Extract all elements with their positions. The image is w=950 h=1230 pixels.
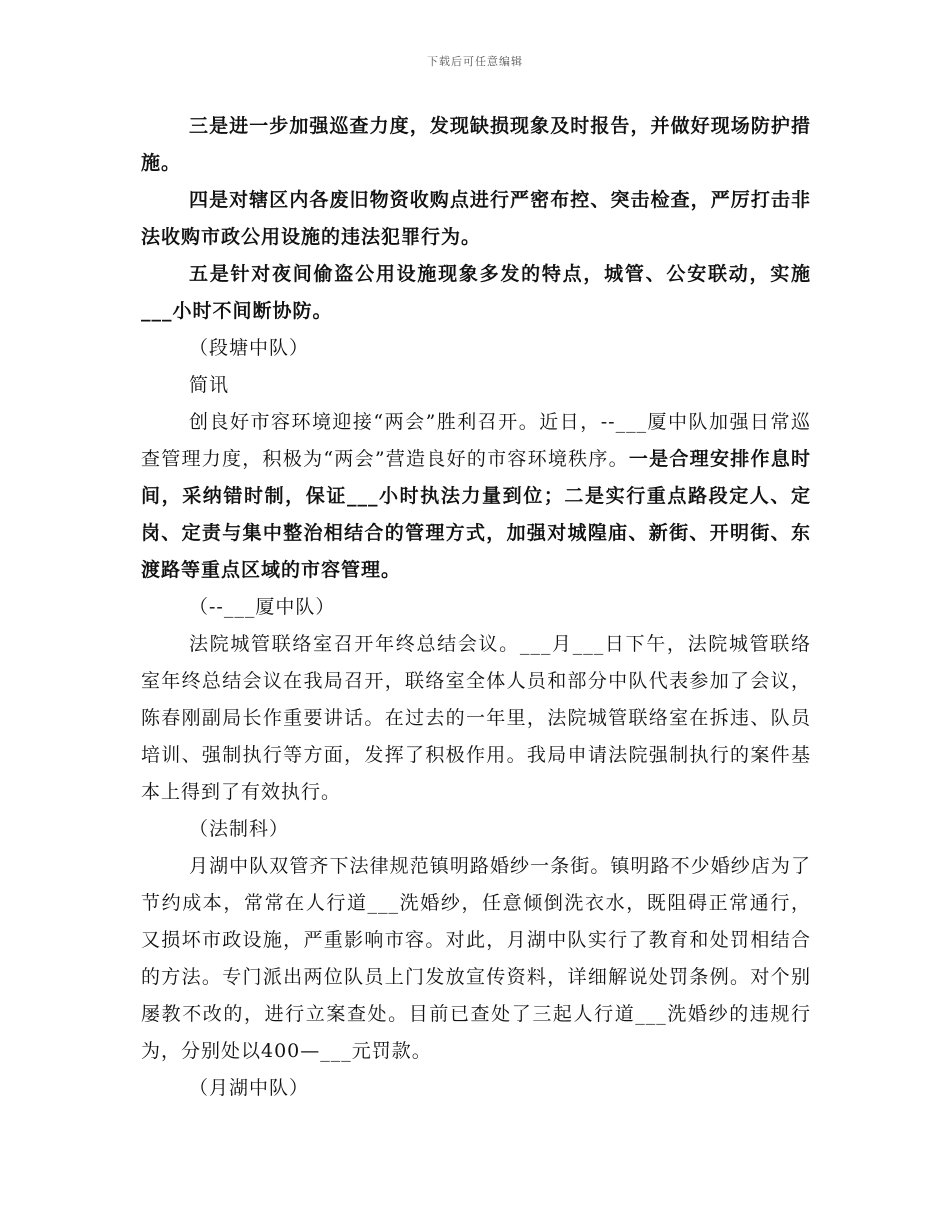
brief-intro-text: 创良好市容环境迎接“两会”胜利召开。近日，--___厦中队加强日常巡查管理力度，积极为“两会”营造良好的市容环境秩序。 bbox=[141, 411, 811, 470]
brief-measures-text: 一是合理安排作息时间，采纳错时制，保证___小时执法力量到位；二是实行重点路段定人、定岗、定责与集中整治相结合的管理方式，加强对城隍庙、新街、开明街、东渡路等重点区域的市容管理。 bbox=[141, 448, 811, 581]
document-body bbox=[141, 108, 811, 1107]
source-legal-section: （法制科） bbox=[189, 818, 290, 840]
source-yuehu: （月湖中队） bbox=[189, 1077, 310, 1099]
page-header-note: 下载后可任意编辑 bbox=[427, 55, 523, 68]
section-heading-briefs: 简讯 bbox=[189, 374, 230, 396]
source-xia-squad: （--___厦中队） bbox=[189, 596, 336, 618]
paragraph-brief-two-sessions bbox=[141, 404, 811, 589]
paragraph-court-liaison: 法院城管联络室召开年终总结会议。___月___日下午，法院城管联络室年终总结会议在我局召开，联络室全体人员和部分中队代表参加了会议，陈春刚副局长作重要讲话。在过去的一年里，法院城管联络室在拆违、队员培训、强制执行等方面，发挥了积极作用。我局申请法院强制执行的案件基本上得到了有效执行。 bbox=[141, 633, 811, 803]
source-duantang: （段塘中队） bbox=[189, 337, 310, 359]
paragraph-yuehu-wedding-street: 月湖中队双管齐下法律规范镇明路婚纱一条街。镇明路不少婚纱店为了节约成本，常常在人行道___洗婚纱，任意倾倒洗衣水，既阻碍正常通行，又损坏市政设施，严重影响市容。对此，月湖中队实行了教育和处罚相结合的方法。专门派出两位队员上门发放宣传资料，详细解说处罚条例。对个别屡教不改的，进行立案查处。目前已查处了三起人行道___洗婚纱的违规行为，分别处以400—___元罚款。 bbox=[141, 855, 811, 1062]
paragraph-measure-4: 四是对辖区内各废旧物资收购点进行严密布控、突击检查，严厉打击非法收购市政公用设施的违法犯罪行为。 bbox=[141, 189, 811, 248]
paragraph-measure-3: 三是进一步加强巡查力度，发现缺损现象及时报告，并做好现场防护措施。 bbox=[141, 115, 811, 174]
paragraph-measure-5: 五是针对夜间偷盗公用设施现象多发的特点，城管、公安联动，实施___小时不间断协防。 bbox=[141, 263, 811, 322]
